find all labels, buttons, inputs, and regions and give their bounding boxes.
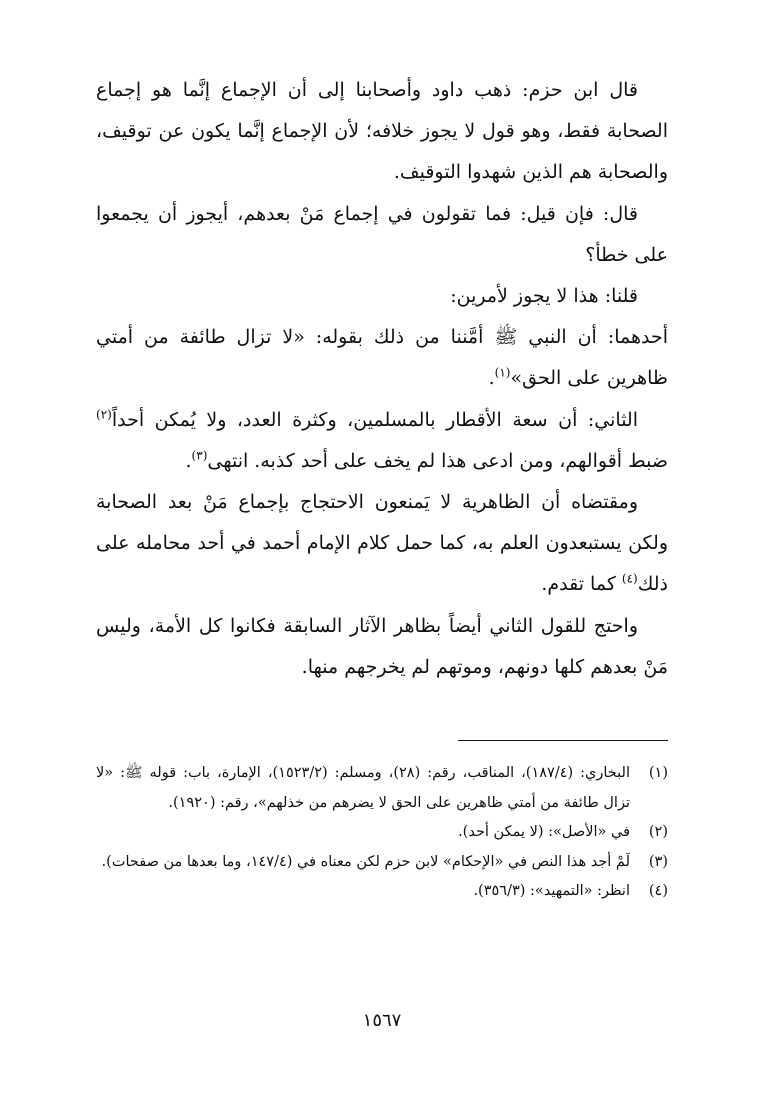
footnote-ref-2[interactable]: (٢) (96, 407, 112, 422)
footnote-ref-3[interactable]: (٣) (191, 448, 208, 463)
footnote-text: لَمْ أجد هذا النص في «الإحكام» لابن حزم لكن معناه في (١٤٧/٤، وما بعدها من صفحات). (101, 853, 630, 870)
paragraph-second-opinion: واحتج للقول الثاني أيضاً بظاهر الآثار السابقة فكانوا كل الأمة، وليس مَنْ بعدهم كلها دونهم، وموتهم لم يخرجهم منها. (96, 614, 668, 678)
main-text (96, 70, 668, 688)
paragraph-answer: قلنا: هذا لا يجوز لأمرين: (450, 285, 638, 308)
paragraph-implication (96, 482, 668, 606)
paragraph-second-reason (96, 400, 668, 482)
footnote-number: (٤) (648, 883, 668, 900)
footnote-text: في «الأصل»: (لا يمكن أحد). (458, 824, 630, 841)
footnote-4 (96, 877, 668, 907)
footnote-3 (96, 848, 668, 878)
footnote-1 (96, 759, 668, 818)
paragraph-first-reason (96, 317, 668, 399)
footnote-2 (96, 818, 668, 848)
footnote-number: (١) (648, 765, 668, 781)
second-reason-text-a: الثاني: أن سعة الأقطار بالمسلمين، وكثرة العدد، ولا يُمكن أحداً (111, 408, 638, 431)
paragraph-question: قال: فإن قيل: فما تقولون في إجماع مَنْ بعدهم، أيجوز أن يجمعوا على خطأ؟ (96, 202, 668, 266)
first-reason-text: أحدهما: أن النبي ﷺ أمَّننا من ذلك بقوله: «لا تزال طائفة من أمتي ظاهرين على الحق» (96, 326, 668, 390)
footnote-number: (٣) (648, 853, 668, 870)
footnote-ref-4[interactable]: (٤) (621, 572, 638, 587)
footnote-number: (٢) (648, 824, 668, 841)
implication-text-b: كما تقدم. (541, 573, 622, 596)
footnote-text: انظر: «التمهيد»: (٣٥٦/٣). (473, 883, 630, 900)
second-reason-end: . (185, 449, 192, 472)
first-reason-end: . (488, 367, 495, 390)
footnote-separator (458, 740, 668, 741)
paragraph-ibn-hazm: قال ابن حزم: ذهب داود وأصحابنا إلى أن الإجماع إنَّما هو إجماع الصحابة فقط، وهو قول لا يجوز خلافه؛ لأن الإجماع إنَّما يكون عن توقيف، والصحابة هم الذين شهدوا التوقيف. (96, 79, 668, 184)
footnote-text: البخاري: (١٨٧/٤)، المناقب، رقم: (٢٨)، ومسلم: (١٥٢٣/٢)، الإمارة، باب: قوله ﷺ: «لا تزال طائفة من أمتي ظاهرين على الحق لا يضرهم من خذلهم»، رقم: (١٩٢٠). (96, 765, 630, 811)
second-reason-text-b: ضبط أقوالهم، ومن ادعى هذا لم يخف على أحد كذبه. انتهى (207, 449, 668, 472)
page-number: ١٥٦٧ (362, 1010, 402, 1031)
implication-text-a: ومقتضاه أن الظاهرية لا يَمنعون الاحتجاج بإجماع مَنْ بعد الصحابة ولكن يستبعدون العلم به، كما حمل كلام الإمام أحمد في أحد محامله على ذلك (96, 491, 668, 596)
footnotes (96, 759, 668, 907)
footnote-ref-1[interactable]: (١) (494, 366, 511, 381)
